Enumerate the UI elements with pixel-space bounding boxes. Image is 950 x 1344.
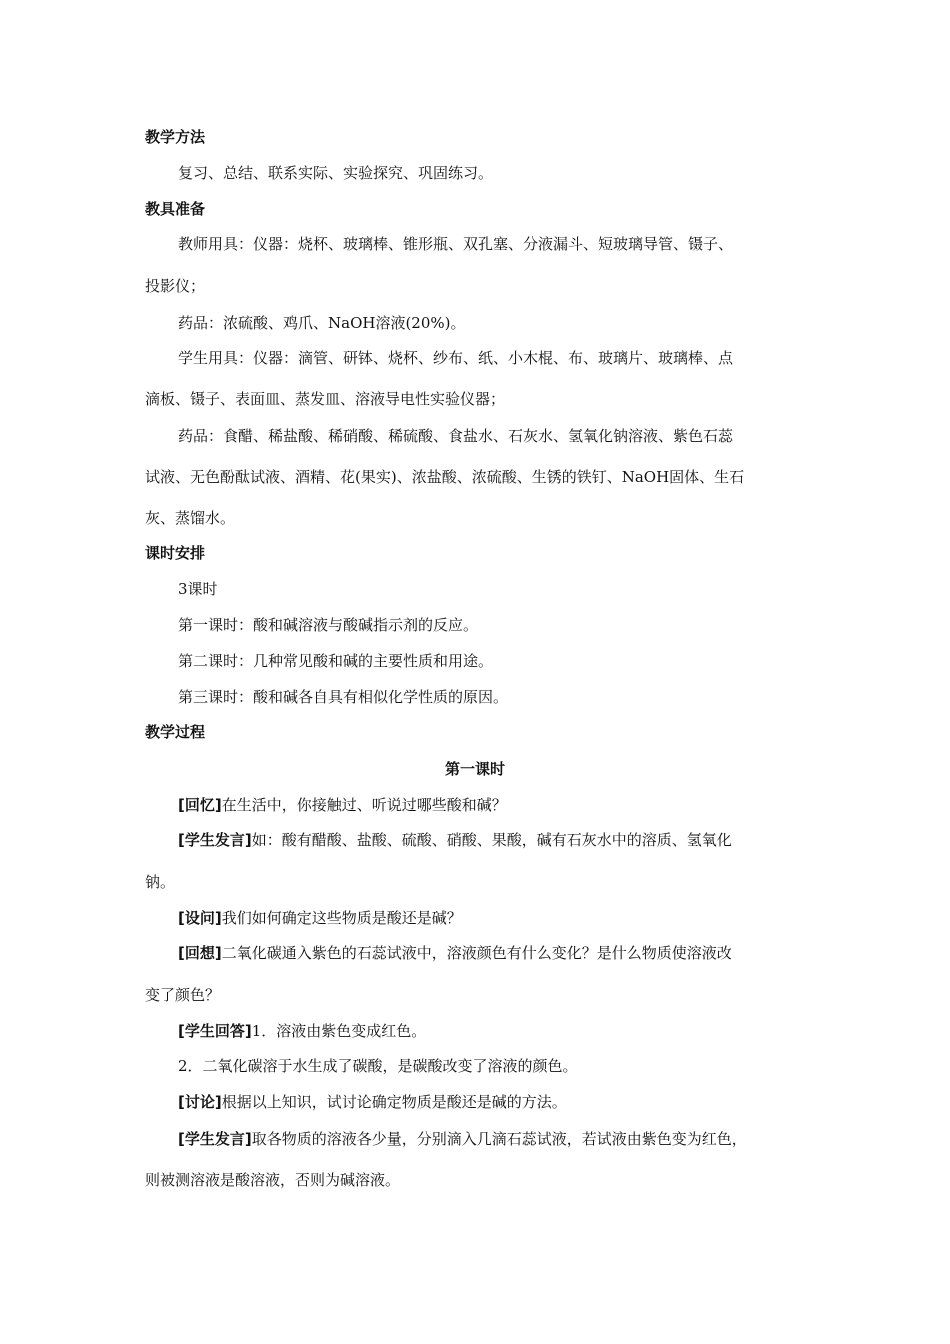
tag-think-back: [回想] <box>178 944 222 962</box>
paragraph-discussion <box>178 1091 567 1113</box>
recall-text: 在生活中，你接触过、听说过哪些酸和碱？ <box>221 796 507 814</box>
paragraph-period-2: 第二课时：几种常见酸和碱的主要性质和用途。 <box>178 652 494 670</box>
heading-teaching-method: 教学方法 <box>145 128 206 146</box>
heading-schedule: 课时安排 <box>145 544 206 562</box>
paragraph-teacher-tools-1: 教师用具：仪器：烧杯、玻璃棒、锥形瓶、双孔塞、分液漏斗、短玻璃导管、镊子、 <box>178 235 734 253</box>
tag-student-speak-2: [学生发言] <box>178 1130 252 1148</box>
student-speak-text-1: 如：酸有醋酸、盐酸、硫酸、硝酸、果酸，碱有石灰水中的溶质、氢氧化 <box>251 831 732 849</box>
tag-discussion: [讨论] <box>178 1093 222 1111</box>
paragraph-period-count: 3课时 <box>178 580 218 598</box>
tag-student-answer: [学生回答] <box>178 1022 252 1040</box>
paragraph-student-speak-2 <box>178 1128 747 1150</box>
paragraph-student-speak-2-cont: 则被测溶液是酸溶液，否则为碱溶液。 <box>145 1171 401 1189</box>
paragraph-period-3: 第三课时：酸和碱各自具有相似化学性质的原因。 <box>178 688 509 706</box>
paragraph-student-drugs-3: 灰、蒸馏水。 <box>145 509 236 527</box>
paragraph-student-drugs-1: 药品：食醋、稀盐酸、稀硝酸、稀硫酸、食盐水、石灰水、氢氧化钠溶液、紫色石蕊 <box>178 427 734 445</box>
paragraph-student-tools-2: 滴板、镊子、表面皿、蒸发皿、溶液导电性实验仪器； <box>145 390 506 408</box>
paragraph-think-back-cont: 变了颜色？ <box>145 986 221 1004</box>
paragraph-teacher-drugs: 药品：浓硫酸、鸡爪、NaOH溶液(20%)。 <box>178 314 466 332</box>
paragraph-student-answer <box>178 1020 426 1042</box>
tag-student-speak: [学生发言] <box>178 831 252 849</box>
paragraph-recall <box>178 794 507 816</box>
paragraph-think-back <box>178 942 732 964</box>
paragraph-period-1: 第一课时：酸和碱溶液与酸碱指示剂的反应。 <box>178 616 479 634</box>
heading-teaching-process: 教学过程 <box>145 723 206 741</box>
question-text: 我们如何确定这些物质是酸还是碱？ <box>221 909 462 927</box>
paragraph-student-answer-2: 2．二氧化碳溶于水生成了碳酸，是碳酸改变了溶液的颜色。 <box>178 1057 578 1075</box>
paragraph-student-tools-1: 学生用具：仪器：滴管、研钵、烧杯、纱布、纸、小木棍、布、玻璃片、玻璃棒、点 <box>178 349 734 367</box>
student-speak-text-2: 取各物质的溶液各少量，分别滴入几滴石蕊试液，若试液由紫色变为红色， <box>251 1130 747 1148</box>
paragraph-teacher-tools-2: 投影仪； <box>145 277 206 295</box>
tag-question: [设问] <box>178 909 222 927</box>
tag-recall: [回忆] <box>178 796 222 814</box>
paragraph-student-drugs-2: 试液、无色酚酞试液、酒精、花(果实)、浓盐酸、浓硫酸、生锈的铁钉、NaOH固体、生石 <box>145 468 745 486</box>
think-back-text-1: 二氧化碳通入紫色的石蕊试液中，溶液颜色有什么变化？是什么物质使溶液改 <box>221 944 732 962</box>
lesson-title: 第一课时 <box>444 760 505 778</box>
paragraph-student-speak-1 <box>178 829 732 851</box>
paragraph-student-speak-1-cont: 钠。 <box>145 873 176 891</box>
paragraph-question <box>178 907 462 929</box>
heading-teaching-aids: 教具准备 <box>145 200 206 218</box>
discussion-text: 根据以上知识，试讨论确定物质是酸还是碱的方法。 <box>221 1093 567 1111</box>
student-answer-1: 1．溶液由紫色变成红色。 <box>251 1022 427 1040</box>
paragraph-methods: 复习、总结、联系实际、实验探究、巩固练习。 <box>178 164 494 182</box>
